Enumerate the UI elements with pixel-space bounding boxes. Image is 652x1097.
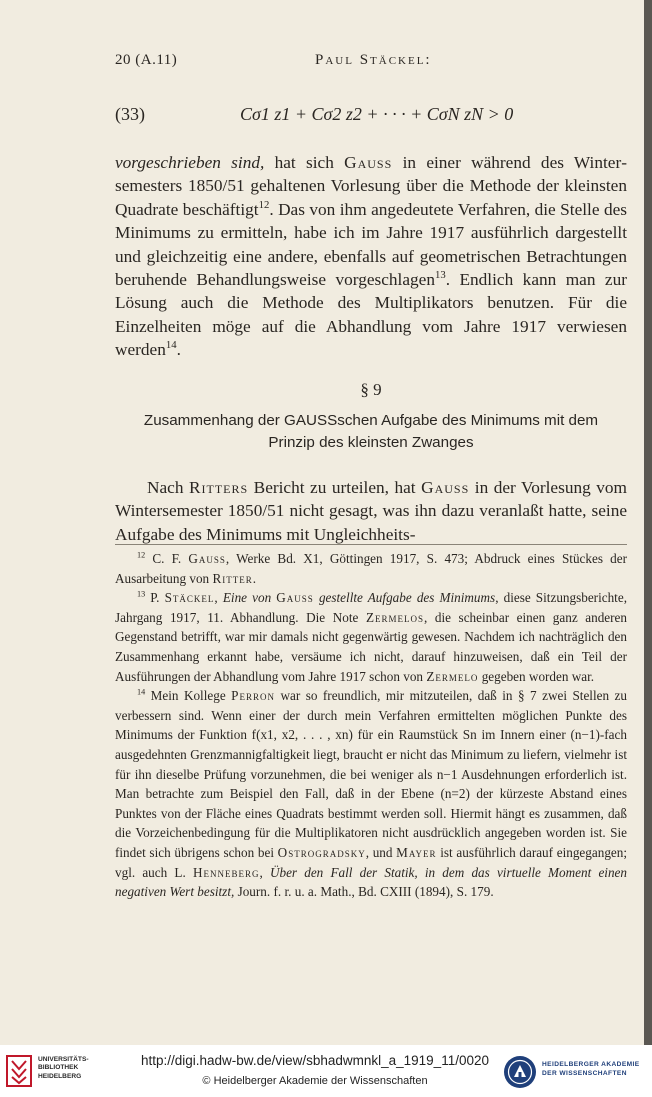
text-run: , xyxy=(259,864,270,880)
text-run: Mein Kollege xyxy=(145,688,232,704)
name-zermelo: Zermelo xyxy=(426,668,479,684)
text-run: Journ. f. r. u. a. Math., Bd. CXIII (1894), S. 179. xyxy=(234,884,494,900)
logo-text-line: DER WISSENSCHAFTEN xyxy=(542,1070,627,1077)
text-run: , diese Sitzungsberichte, Jahrgang 1917, 11. Abhandlung. Die Note xyxy=(115,590,627,625)
footnote-mark: 13 xyxy=(137,589,146,599)
text-run: in der Vorlesung vom Wintersemester 1850/51 nicht gesagt, was ihn dazu veranlaßt hatte, seine Aufgabe des Minimums mit Ungleichheits- xyxy=(115,478,627,544)
text-run: , und xyxy=(365,844,397,860)
name-mayer: Mayer xyxy=(396,844,437,860)
logo-text-line: HEIDELBERGER AKADEMIE xyxy=(542,1061,640,1068)
logo-text-line: UNIVERSITÄTS- xyxy=(38,1056,89,1063)
running-head xyxy=(115,52,627,72)
title-run: Über den Fall der Statik, in dem das virtuelle Moment einen negativen Wert besitzt, xyxy=(115,864,628,900)
name-gauss: Gauss xyxy=(421,478,470,497)
name-ritters: Ritters xyxy=(188,478,249,497)
title-run: Eine von xyxy=(222,590,277,606)
scan-page-edge xyxy=(644,0,652,1045)
paragraph-2 xyxy=(115,476,627,546)
logo-text-line: BIBLIOTHEK xyxy=(38,1064,79,1072)
equation-33 xyxy=(115,104,627,130)
text-run: . Endlich kann man zur Lösung auch die Methode des Multiplikators benutzen. Für die Einzelheiten möge auf die Abhandlung vom Jahre 1917 verwiesen werden xyxy=(115,270,628,360)
footnote-ref-14: 14 xyxy=(165,339,177,352)
text-run: in einer während des Wintersemesters 1850/51 gehaltenen Vorlesung über die Methode der kleinsten Quadrate beschäftigt xyxy=(115,153,627,219)
name-zermelos: Zermelos xyxy=(365,609,424,625)
name-gauss: Gauss xyxy=(344,153,393,172)
text-run: war so freundlich, mir mitzuteilen, daß in § 7 zwei Stellen zu verbessern sind. Wenn einer der durch mein Verfahren ermittelten möglichen Punkte des Minimums der Funktion f(x1, x2, . . . , xn) für ein Raumstück Sn im Innern einer (n−1)-fach ausgedehnten Grenzmannigfaltigkeit liegt, braucht er nicht das Minimum zu liefern, vielmehr ist für ihn dieselbe Prüfung vorzunehmen, die bei weniger als n−1 Ausdehnungen erforderlich ist. Man betrachte zum Beispiel den Fall, daß in der Ebene (n=2) der kürzeste Abstand eines Punktes von der Fläche eines Quadrats bestimmt werden soll. Hiermit hängt es zusammen, daß die Vorzeichenbedingung für die Multiplikatoren nicht ausdrücklich angegeben worden ist. Sie findet sich übrigens schon bei xyxy=(115,688,627,860)
text-run: hat sich xyxy=(264,153,345,172)
section-title-line-1: Zusammenhang der GAUSSschen Aufgabe des Minimums mit dem xyxy=(143,412,599,429)
copyright-notice: © Heidelberger Akademie der Wissenschaften xyxy=(202,1075,428,1087)
text-run: Bericht zu urteilen, hat xyxy=(248,478,422,497)
text-run: P. xyxy=(145,590,165,606)
text-run: , die scheinbar einen ganz anderen Gegenstand betrifft, war mir damals nicht gegenwärtig gewesen. Nachdem ich nachträglich den Zusammenhang erkannt habe, versäume ich nicht, darauf hinzuweisen, daß ein Teil der Ausführungen der Abhandlung vom Jahre 1917 schon von xyxy=(115,609,627,684)
footnote-ref-12: 12 xyxy=(258,199,270,212)
footnote-13 xyxy=(115,588,627,686)
footnote-12 xyxy=(115,549,627,588)
ub-heidelberg-logo-text[interactable] xyxy=(38,1056,89,1081)
paragraph-1 xyxy=(115,151,627,362)
footnote-mark: 14 xyxy=(137,687,146,697)
footnote-14 xyxy=(115,686,627,902)
footnote-ref-13: 13 xyxy=(434,269,446,282)
hadw-seal-icon[interactable] xyxy=(503,1055,537,1089)
ub-heidelberg-logo-icon[interactable] xyxy=(6,1055,32,1087)
section-title-line-2: Prinzip des kleinsten Zwanges xyxy=(268,434,474,451)
text-run: ist ausführlich darauf eingegangen; vgl. auch L. xyxy=(115,844,628,880)
name-ostrogradsky: Ostrogradsky xyxy=(277,844,366,860)
hadw-logo-text[interactable] xyxy=(542,1060,640,1078)
page-number: 20 (A.11) xyxy=(115,52,178,68)
text-run: , Werke Bd. X1, Göttingen 1917, S. 473; Abdruck eines Stückes der Ausarbeitung von xyxy=(115,551,627,586)
name-henneberg: Henneberg xyxy=(192,864,260,880)
text-run: gegeben worden war. xyxy=(478,668,595,684)
name-gauss: Gauss xyxy=(188,551,226,566)
footnote-divider xyxy=(115,544,627,545)
equation-number: (33) xyxy=(115,104,145,124)
text-run: C. F. xyxy=(145,551,189,566)
viewer-footer xyxy=(0,1045,652,1097)
text-run: , xyxy=(214,590,223,606)
logo-text-line: HEIDELBERG xyxy=(38,1072,82,1080)
section-title xyxy=(108,410,634,454)
text-run: . xyxy=(176,340,181,360)
footnote-mark: 12 xyxy=(137,550,146,560)
equation-formula: Cσ1 z1 + Cσ2 z2 + · · · + CσN zN > 0 xyxy=(240,104,514,124)
name-staeckel: Stäckel xyxy=(164,590,215,606)
name-gauss: Gauss xyxy=(276,590,314,606)
text-run: . xyxy=(252,570,257,586)
title-run: gestellte Aufgabe des Minimums xyxy=(313,590,496,606)
name-perron: Perron xyxy=(231,688,276,704)
name-ritter: Ritter xyxy=(212,570,253,586)
running-head-author: Paul Stäckel: xyxy=(315,52,432,68)
text-run: Nach xyxy=(147,478,189,497)
paragraph-1-lead: vorgeschrieben sind, xyxy=(115,153,265,172)
text-run: . Das von ihm angedeutete Verfahren, die Stelle des Minimums zu ermitteln, habe ich im Jahre 1917 ausführlich dargestellt und gleichzeitig eine andere, ebenfalls auf geometrischen Betrachtungen beruhende Behandlungsweise vorgeschlagen xyxy=(115,199,627,290)
permalink-url[interactable]: http://digi.hadw-bw.de/view/sbhadwmnkl_a_1919_11/0020 xyxy=(141,1053,489,1068)
footnotes xyxy=(115,549,627,902)
section-number: § 9 xyxy=(360,380,382,399)
